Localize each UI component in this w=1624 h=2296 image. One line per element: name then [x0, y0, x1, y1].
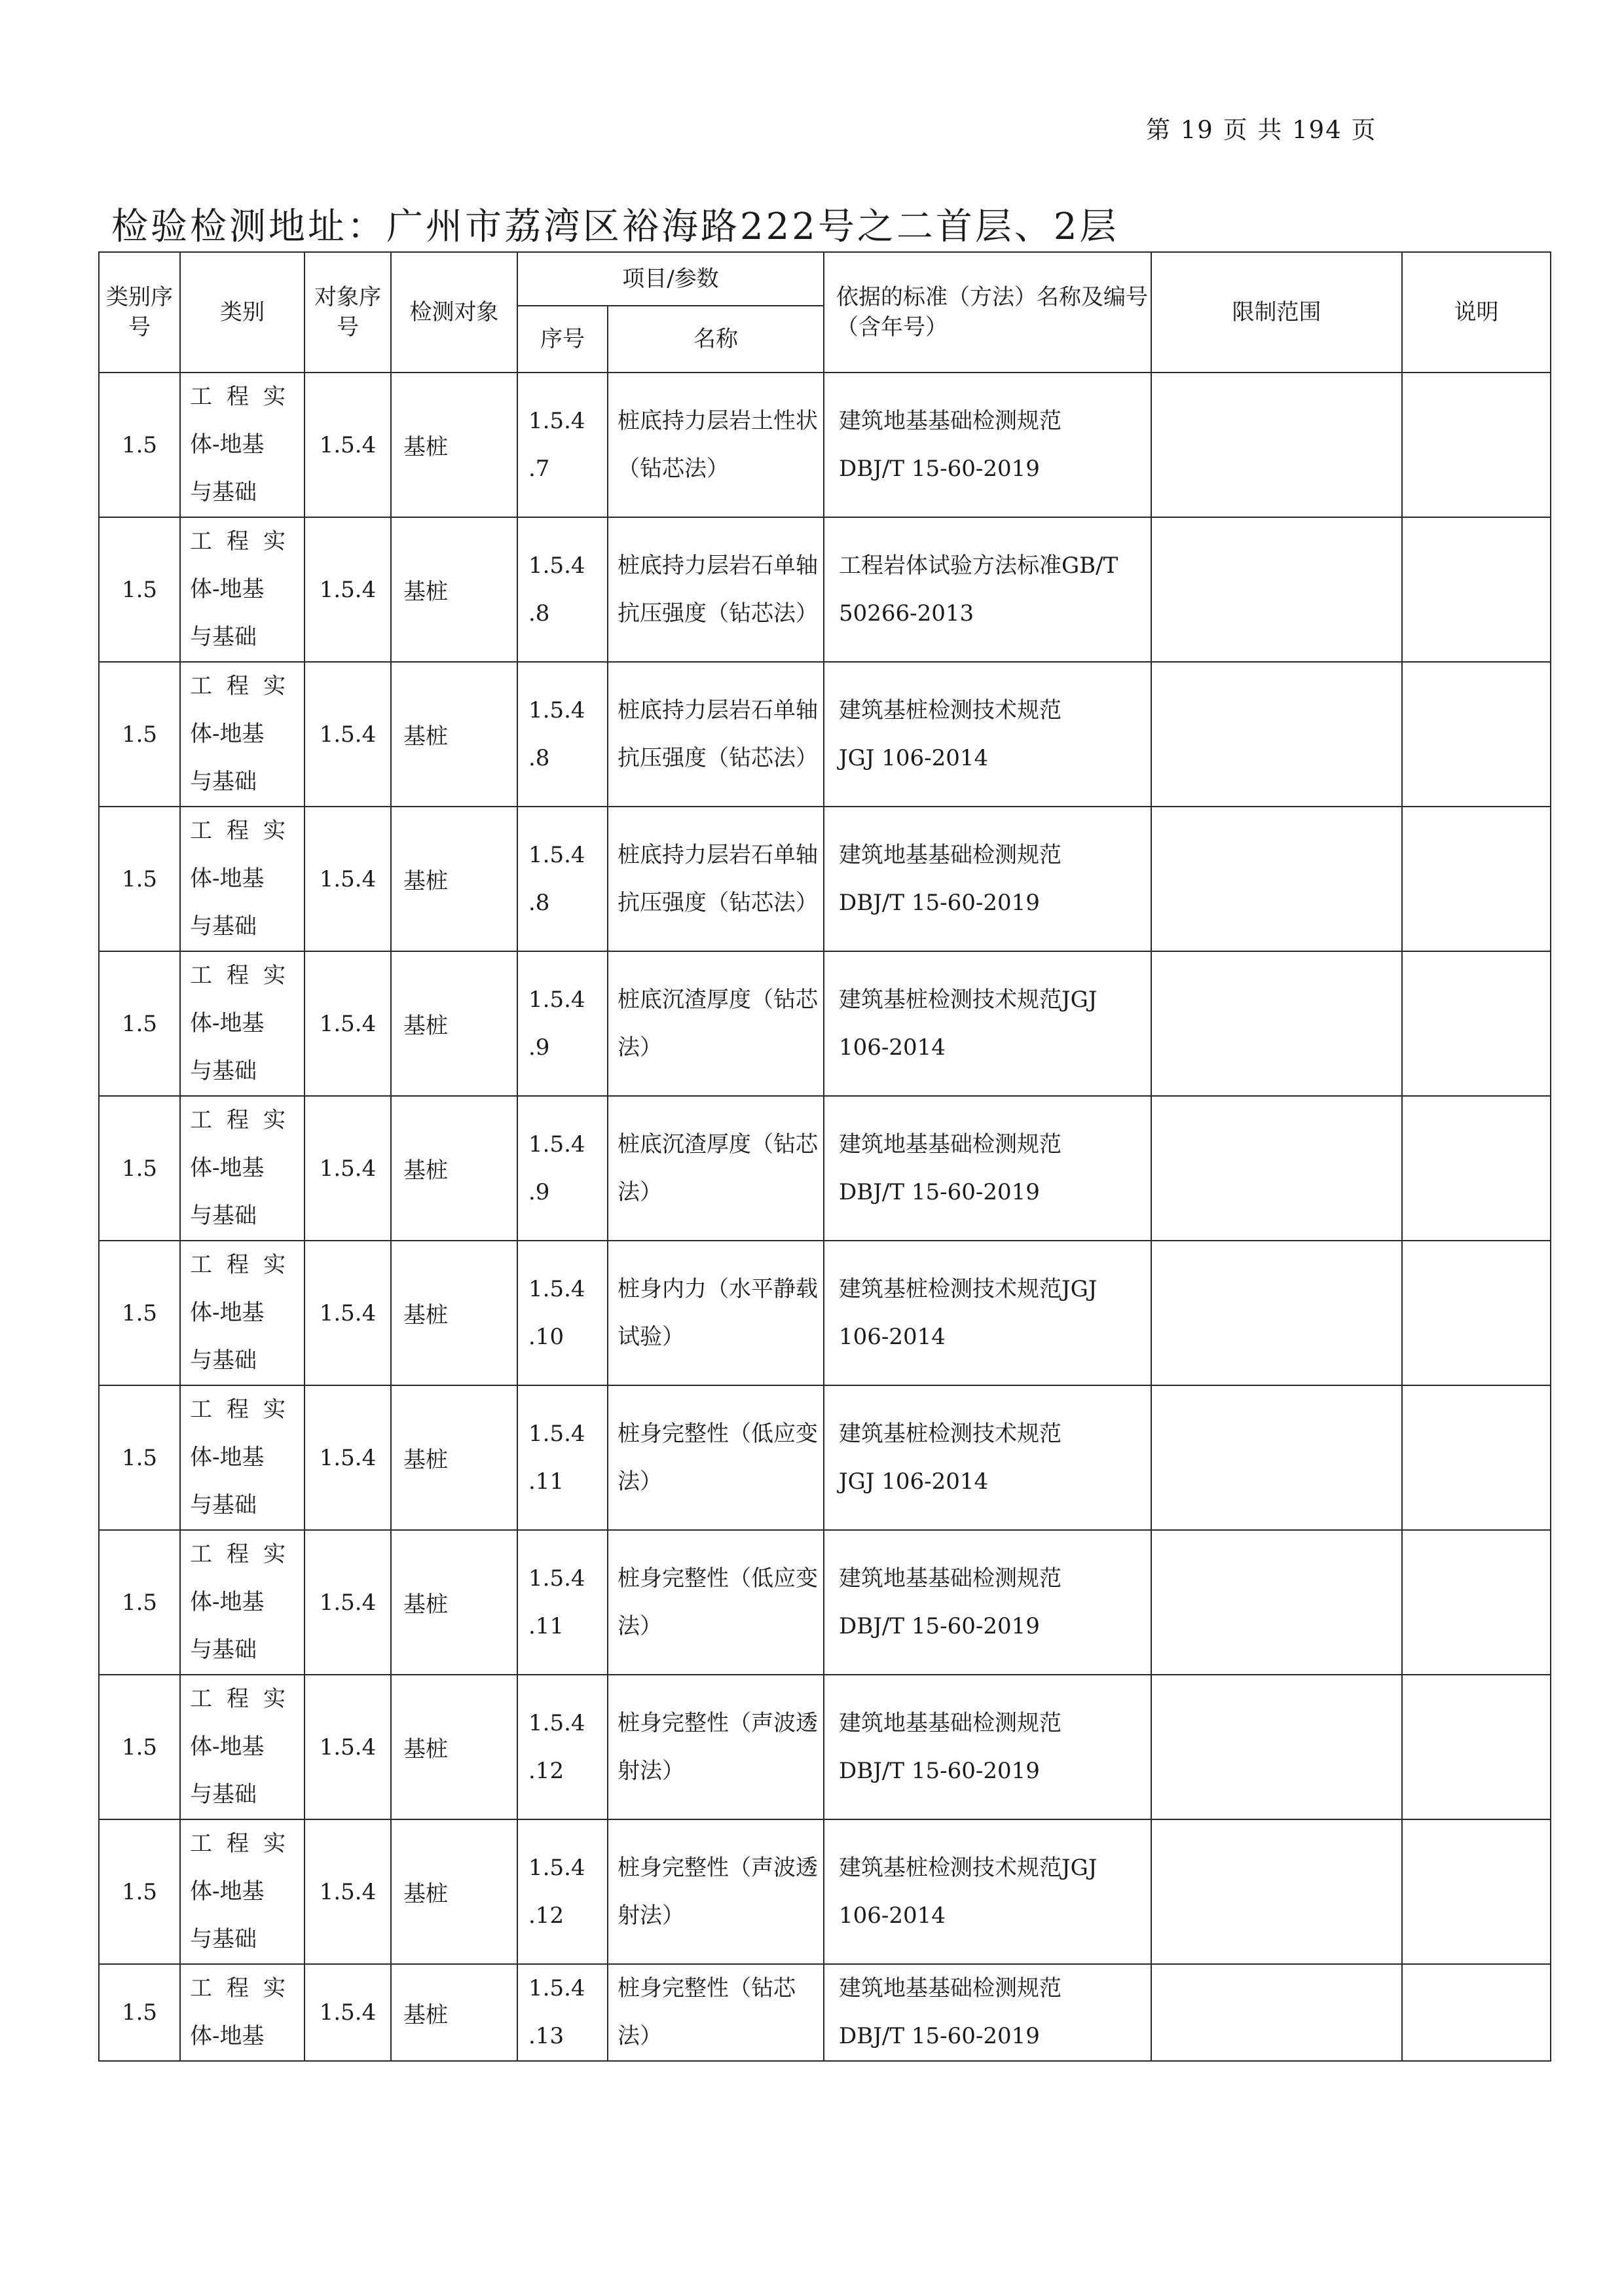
standard-line-1: 建筑基桩检测技术规范JGJ — [839, 1854, 1098, 1881]
obj-no-cell: 1.5.4 — [304, 951, 391, 1096]
obj-no-cell: 1.5.4 — [304, 517, 391, 662]
limit-cell — [1151, 1096, 1402, 1241]
category-line-2: 体-地基 — [190, 576, 265, 602]
note-cell — [1402, 1819, 1551, 1964]
item-name-cell: 桩身完整性（低应变法） — [608, 1385, 824, 1530]
object-cell: 基桩 — [391, 1530, 517, 1675]
note-cell — [1402, 807, 1551, 951]
object-cell: 基桩 — [391, 1241, 517, 1385]
category-line-3: 与基础 — [190, 1492, 257, 1518]
limit-cell — [1151, 1819, 1402, 1964]
item-name-cell: 桩身内力（水平静载试验） — [608, 1241, 824, 1385]
standard-line-1: 工程岩体试验方法标准GB/T — [839, 552, 1118, 579]
item-no-line-1: 1.5.4 — [528, 986, 585, 1013]
object-cell: 基桩 — [391, 1096, 517, 1241]
category-line-3: 与基础 — [190, 1203, 257, 1229]
header-item-name: 名称 — [608, 306, 824, 373]
note-cell — [1402, 373, 1551, 517]
item-name-cell: 桩底持力层岩石单轴抗压强度（钻芯法） — [608, 662, 824, 807]
standard-line-1: 建筑基桩检测技术规范JGJ — [839, 986, 1098, 1013]
standard-cell — [824, 373, 1151, 517]
item-name-cell: 桩身完整性（钻芯法） — [608, 1964, 824, 2061]
object-cell: 基桩 — [391, 1675, 517, 1819]
limit-cell — [1151, 1385, 1402, 1530]
item-no-cell — [517, 1241, 608, 1385]
limit-cell — [1151, 1241, 1402, 1385]
limit-cell — [1151, 807, 1402, 951]
limit-cell — [1151, 1530, 1402, 1675]
header-item-no: 序号 — [517, 306, 608, 373]
item-no-cell — [517, 373, 608, 517]
category-line-1: 工程实 — [190, 673, 300, 699]
standard-cell — [824, 1819, 1151, 1964]
cat-no-cell: 1.5 — [99, 1530, 180, 1675]
item-no-line-1: 1.5.4 — [528, 1975, 585, 2001]
standard-cell — [824, 807, 1151, 951]
note-cell — [1402, 662, 1551, 807]
category-line-1: 工程实 — [190, 1252, 300, 1278]
item-no-line-2: .8 — [528, 600, 550, 627]
standard-cell — [824, 1385, 1151, 1530]
category-cell — [180, 1385, 304, 1530]
cat-no-cell: 1.5 — [99, 807, 180, 951]
standard-line-1: 建筑基桩检测技术规范 — [839, 697, 1061, 723]
standard-cell — [824, 1675, 1151, 1819]
cat-no-cell: 1.5 — [99, 373, 180, 517]
header-object: 检测对象 — [391, 252, 517, 373]
item-no-line-2: .9 — [528, 1178, 550, 1205]
category-line-1: 工程实 — [190, 1686, 300, 1712]
object-cell: 基桩 — [391, 1819, 517, 1964]
cat-no-cell: 1.5 — [99, 1819, 180, 1964]
category-cell — [180, 807, 304, 951]
standard-line-2: JGJ 106-2014 — [839, 1468, 989, 1495]
item-no-line-1: 1.5.4 — [528, 841, 585, 868]
note-cell — [1402, 1964, 1551, 2061]
obj-no-cell: 1.5.4 — [304, 1241, 391, 1385]
category-line-2: 体-地基 — [190, 1155, 265, 1181]
table-row — [99, 1385, 1551, 1530]
cat-no-cell: 1.5 — [99, 1096, 180, 1241]
category-line-3: 与基础 — [190, 1926, 257, 1952]
item-no-line-1: 1.5.4 — [528, 407, 585, 434]
standard-line-2: 106-2014 — [839, 1902, 946, 1929]
standard-line-2: 50266-2013 — [839, 600, 974, 627]
category-line-1: 工程实 — [190, 1541, 300, 1567]
cat-no-cell: 1.5 — [99, 1675, 180, 1819]
limit-cell — [1151, 951, 1402, 1096]
standard-line-2: DBJ/T 15-60-2019 — [839, 889, 1040, 916]
standard-line-1: 建筑基桩检测技术规范JGJ — [839, 1275, 1098, 1302]
standard-line-2: JGJ 106-2014 — [839, 744, 989, 771]
item-no-line-2: .7 — [528, 455, 550, 482]
item-no-line-2: .8 — [528, 744, 550, 771]
category-line-2: 体-地基 — [190, 1589, 265, 1615]
item-no-line-1: 1.5.4 — [528, 1854, 585, 1881]
category-line-2: 体-地基 — [190, 431, 265, 458]
standard-line-1: 建筑基桩检测技术规范 — [839, 1420, 1061, 1447]
standard-line-1: 建筑地基基础检测规范 — [839, 1709, 1061, 1736]
table-row — [99, 1819, 1551, 1964]
header-standard: 依据的标准（方法）名称及编号（含年号） — [824, 252, 1151, 373]
obj-no-cell: 1.5.4 — [304, 1096, 391, 1241]
table-row — [99, 517, 1551, 662]
item-name-cell: 桩身完整性（低应变法） — [608, 1530, 824, 1675]
object-cell: 基桩 — [391, 373, 517, 517]
standard-line-1: 建筑地基基础检测规范 — [839, 1131, 1061, 1157]
category-line-2: 体-地基 — [190, 1444, 265, 1470]
header-note: 说明 — [1402, 252, 1551, 373]
limit-cell — [1151, 1964, 1402, 2061]
standard-line-1: 建筑地基基础检测规范 — [839, 1975, 1061, 2001]
item-no-cell — [517, 1675, 608, 1819]
note-cell — [1402, 1385, 1551, 1530]
table-row — [99, 1964, 1551, 2061]
obj-no-cell: 1.5.4 — [304, 662, 391, 807]
category-line-2: 体-地基 — [190, 1878, 265, 1904]
category-line-1: 工程实 — [190, 1831, 300, 1857]
item-no-line-2: .12 — [528, 1902, 564, 1929]
table-row — [99, 807, 1551, 951]
item-no-cell — [517, 1530, 608, 1675]
limit-cell — [1151, 1675, 1402, 1819]
category-line-1: 工程实 — [190, 384, 300, 410]
test-scope-table — [98, 251, 1551, 2062]
item-no-line-1: 1.5.4 — [528, 1565, 585, 1592]
category-line-3: 与基础 — [190, 913, 257, 939]
note-cell — [1402, 951, 1551, 1096]
category-cell — [180, 1241, 304, 1385]
note-cell — [1402, 1675, 1551, 1819]
obj-no-cell: 1.5.4 — [304, 1964, 391, 2061]
category-line-1: 工程实 — [190, 1107, 300, 1133]
item-no-cell — [517, 1096, 608, 1241]
header-limit: 限制范围 — [1151, 252, 1402, 373]
category-line-3: 与基础 — [190, 1781, 257, 1808]
category-line-2: 体-地基 — [190, 2023, 265, 2049]
item-name-cell: 桩底持力层岩石单轴抗压强度（钻芯法） — [608, 517, 824, 662]
object-cell: 基桩 — [391, 517, 517, 662]
category-line-3: 与基础 — [190, 1347, 257, 1374]
table-row — [99, 1096, 1551, 1241]
item-no-cell — [517, 662, 608, 807]
table-header — [99, 252, 1551, 373]
category-line-1: 工程实 — [190, 962, 300, 989]
category-cell — [180, 1819, 304, 1964]
standard-line-2: DBJ/T 15-60-2019 — [839, 455, 1040, 482]
header-obj-no: 对象序号 — [304, 252, 391, 373]
category-cell — [180, 1964, 304, 2061]
item-no-line-2: .8 — [528, 889, 550, 916]
category-line-1: 工程实 — [190, 818, 300, 844]
item-no-cell — [517, 1964, 608, 2061]
category-cell — [180, 517, 304, 662]
item-no-line-1: 1.5.4 — [528, 1420, 585, 1447]
standard-cell — [824, 517, 1151, 662]
limit-cell — [1151, 373, 1402, 517]
header-cat-no: 类别序号 — [99, 252, 180, 373]
standard-line-2: DBJ/T 15-60-2019 — [839, 2023, 1040, 2049]
item-name-cell: 桩底持力层岩石单轴抗压强度（钻芯法） — [608, 807, 824, 951]
object-cell: 基桩 — [391, 1964, 517, 2061]
item-no-line-2: .13 — [528, 2023, 564, 2049]
item-no-cell — [517, 1385, 608, 1530]
category-cell — [180, 1096, 304, 1241]
item-no-line-1: 1.5.4 — [528, 697, 585, 723]
item-no-cell — [517, 951, 608, 1096]
obj-no-cell: 1.5.4 — [304, 1819, 391, 1964]
obj-no-cell: 1.5.4 — [304, 1530, 391, 1675]
note-cell — [1402, 1530, 1551, 1675]
page-number: 第 19 页 共 194 页 — [1146, 116, 1377, 144]
table-row — [99, 1241, 1551, 1385]
category-cell — [180, 373, 304, 517]
cat-no-cell: 1.5 — [99, 662, 180, 807]
standard-cell — [824, 1530, 1151, 1675]
testing-address: 检验检测地址：广州市荔湾区裕海路222号之二首层、2层 — [111, 206, 1119, 248]
category-cell — [180, 951, 304, 1096]
standard-cell — [824, 951, 1151, 1096]
note-cell — [1402, 1241, 1551, 1385]
category-line-3: 与基础 — [190, 1637, 257, 1663]
table-row — [99, 373, 1551, 517]
category-cell — [180, 1530, 304, 1675]
item-name-cell: 桩底沉渣厚度（钻芯法） — [608, 1096, 824, 1241]
obj-no-cell: 1.5.4 — [304, 1385, 391, 1530]
header-category: 类别 — [180, 252, 304, 373]
category-line-3: 与基础 — [190, 479, 257, 505]
category-line-2: 体-地基 — [190, 1300, 265, 1326]
object-cell: 基桩 — [391, 951, 517, 1096]
item-no-line-1: 1.5.4 — [528, 1709, 585, 1736]
item-name-cell: 桩底沉渣厚度（钻芯法） — [608, 951, 824, 1096]
obj-no-cell: 1.5.4 — [304, 373, 391, 517]
header-item-param: 项目/参数 — [517, 252, 824, 306]
cat-no-cell: 1.5 — [99, 517, 180, 662]
category-line-3: 与基础 — [190, 1058, 257, 1084]
standard-cell — [824, 1964, 1151, 2061]
item-no-line-2: .11 — [528, 1613, 564, 1639]
limit-cell — [1151, 662, 1402, 807]
category-line-1: 工程实 — [190, 1975, 300, 2001]
standard-line-2: DBJ/T 15-60-2019 — [839, 1757, 1040, 1784]
table-row — [99, 951, 1551, 1096]
cat-no-cell: 1.5 — [99, 1241, 180, 1385]
standard-line-1: 建筑地基基础检测规范 — [839, 407, 1061, 434]
obj-no-cell: 1.5.4 — [304, 807, 391, 951]
category-line-2: 体-地基 — [190, 1734, 265, 1760]
item-no-line-2: .11 — [528, 1468, 564, 1495]
category-cell — [180, 662, 304, 807]
category-line-3: 与基础 — [190, 769, 257, 795]
item-no-line-1: 1.5.4 — [528, 1131, 585, 1157]
standard-cell — [824, 1096, 1151, 1241]
standard-cell — [824, 1241, 1151, 1385]
category-line-3: 与基础 — [190, 624, 257, 650]
item-no-cell — [517, 1819, 608, 1964]
standard-line-2: 106-2014 — [839, 1323, 946, 1350]
item-no-line-2: .12 — [528, 1757, 564, 1784]
note-cell — [1402, 517, 1551, 662]
limit-cell — [1151, 517, 1402, 662]
table-row — [99, 1530, 1551, 1675]
category-line-2: 体-地基 — [190, 866, 265, 892]
standard-cell — [824, 662, 1151, 807]
item-name-cell: 桩身完整性（声波透射法） — [608, 1819, 824, 1964]
table-row — [99, 662, 1551, 807]
cat-no-cell: 1.5 — [99, 1964, 180, 2061]
object-cell: 基桩 — [391, 1385, 517, 1530]
item-name-cell: 桩底持力层岩土性状（钻芯法） — [608, 373, 824, 517]
obj-no-cell: 1.5.4 — [304, 1675, 391, 1819]
item-no-line-1: 1.5.4 — [528, 1275, 585, 1302]
standard-line-2: DBJ/T 15-60-2019 — [839, 1613, 1040, 1639]
item-no-line-2: .9 — [528, 1034, 550, 1061]
standard-line-2: 106-2014 — [839, 1034, 946, 1061]
cat-no-cell: 1.5 — [99, 951, 180, 1096]
standard-line-2: DBJ/T 15-60-2019 — [839, 1178, 1040, 1205]
item-name-cell: 桩身完整性（声波透射法） — [608, 1675, 824, 1819]
cat-no-cell: 1.5 — [99, 1385, 180, 1530]
object-cell: 基桩 — [391, 807, 517, 951]
category-line-1: 工程实 — [190, 528, 300, 555]
category-line-2: 体-地基 — [190, 721, 265, 747]
table-row — [99, 1675, 1551, 1819]
object-cell: 基桩 — [391, 662, 517, 807]
table-body — [99, 373, 1551, 2061]
standard-line-1: 建筑地基基础检测规范 — [839, 1565, 1061, 1592]
item-no-line-1: 1.5.4 — [528, 552, 585, 579]
item-no-cell — [517, 517, 608, 662]
category-cell — [180, 1675, 304, 1819]
item-no-cell — [517, 807, 608, 951]
note-cell — [1402, 1096, 1551, 1241]
item-no-line-2: .10 — [528, 1323, 564, 1350]
standard-line-1: 建筑地基基础检测规范 — [839, 841, 1061, 868]
category-line-1: 工程实 — [190, 1396, 300, 1423]
category-line-2: 体-地基 — [190, 1010, 265, 1036]
